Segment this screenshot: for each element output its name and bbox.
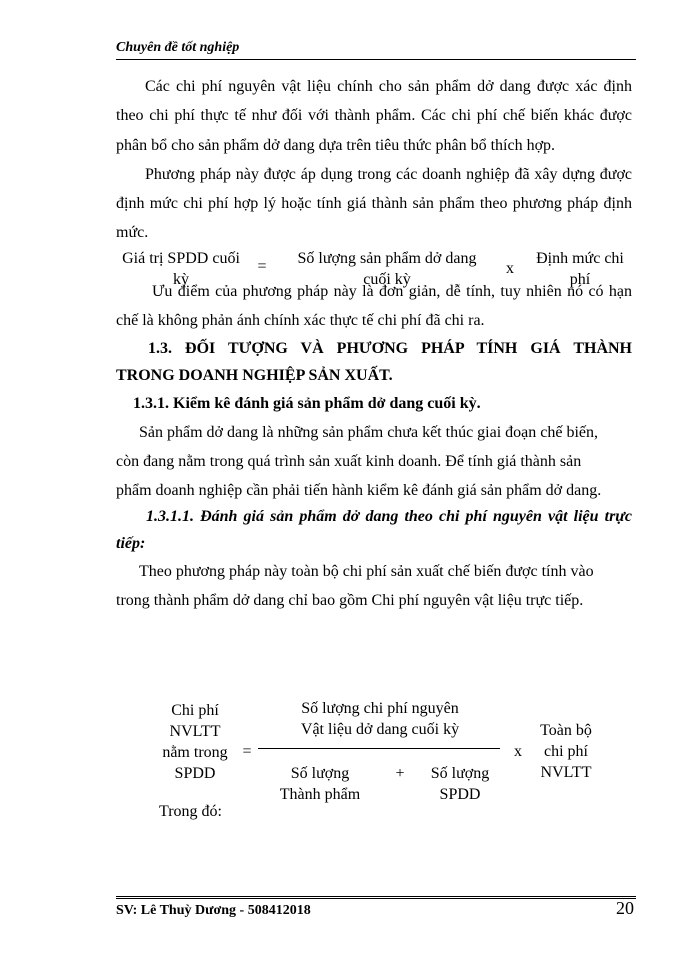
p2-line-3: mức.: [116, 224, 149, 241]
formula-1-lhs: Giá trị SPDD cuối kỳ: [122, 250, 240, 288]
footer-rule: [116, 896, 636, 899]
p4-line-1: Sản phẩm dở dang là những sản phẩm chưa kết thúc giai đoạn chế biến,: [139, 424, 599, 441]
running-header: Chuyên đề tốt nghiệp: [116, 40, 240, 55]
formula-2-denominator-a: Số lượng Thành phẩm: [279, 765, 361, 803]
heading-1-3-line-2: TRONG DOANH NGHIỆP SẢN XUẤT.: [116, 367, 393, 384]
formula-1-times: x: [506, 260, 514, 277]
p5-line-2: trong thành phẩm dở dang chỉ bao gồm Chi phí nguyên vật liệu trực tiếp.: [116, 592, 584, 609]
page-number: 20: [616, 898, 634, 918]
p1-line-3: phân bổ cho sản phẩm dở dang dựa trên tiêu thức phân bổ thích hợp.: [116, 137, 556, 154]
p2-line-1: Phương pháp này được áp dụng trong các doanh nghiệp đã xây dựng được: [145, 166, 632, 183]
formula-1-middle: Số lượng sản phẩm dở dang cuối kỳ: [297, 250, 477, 288]
heading-1-3-1-1-line-2: tiếp:: [116, 535, 146, 552]
p4-line-3: phẩm doanh nghiệp cần phải tiến hành kiểm kê đánh giá sản phẩm dở dang.: [116, 482, 602, 499]
formula-2-times: x: [514, 743, 522, 760]
formula-2-numerator: Số lượng chi phí nguyên Vật liệu dở dang cuối kỳ: [300, 700, 460, 738]
p5-line-1: Theo phương pháp này toàn bộ chi phí sản xuất chế biến được tính vào: [139, 563, 594, 580]
header-rule: [116, 59, 636, 60]
p1-line-1: Các chi phí nguyên vật liệu chính cho sản phẩm dở dang được xác định: [145, 78, 632, 95]
p3-line-1: Ưu điểm của phương pháp này là đơn giản, dễ tính, tuy nhiên nó có hạn: [152, 283, 632, 300]
heading-1-3-1: 1.3.1. Kiểm kê đánh giá sản phẩm dở dang cuối kỳ.: [133, 395, 481, 412]
formula-2-plus: +: [395, 765, 405, 782]
formula-1-equals: =: [257, 258, 267, 275]
formula-2-equals: =: [242, 743, 252, 760]
heading-1-3-1-1-line-1: 1.3.1.1. Đánh giá sản phẩm dở dang theo chi phí nguyên vật liệu trực: [146, 508, 632, 525]
heading-1-3-line-1: 1.3. ĐỐI TƯỢNG VÀ PHƯƠNG PHÁP TÍNH GIÁ THÀNH: [148, 340, 632, 357]
p2-line-2: định mức chi phí hợp lý hoặc tính giá thành sản phẩm theo phương pháp định: [116, 195, 632, 212]
formula-2-denominator-b: Số lượng SPDD: [430, 765, 490, 803]
fraction-bar: [258, 748, 500, 749]
formula-2-lhs: Chi phí NVLTT nằm trong SPDD: [162, 702, 228, 782]
formula-1-rhs: Định mức chi phí: [536, 250, 624, 288]
p1-line-2: theo chi phí thực tế như đối với thành phẩm. Các chi phí chế biến khác được: [116, 107, 632, 124]
formula-2-rhs: Toàn bộ chi phí NVLTT: [540, 722, 592, 781]
p3-line-2: chế là không phản ánh chính xác thực tế chi phí đã chi ra.: [116, 312, 485, 329]
footer-student: SV: Lê Thuỳ Dương - 508412018: [116, 903, 311, 918]
trong-do-label: Trong đó:: [159, 803, 222, 820]
p4-line-2: còn đang nằm trong quá trình sản xuất kinh doanh. Để tính giá thành sản: [116, 453, 582, 470]
